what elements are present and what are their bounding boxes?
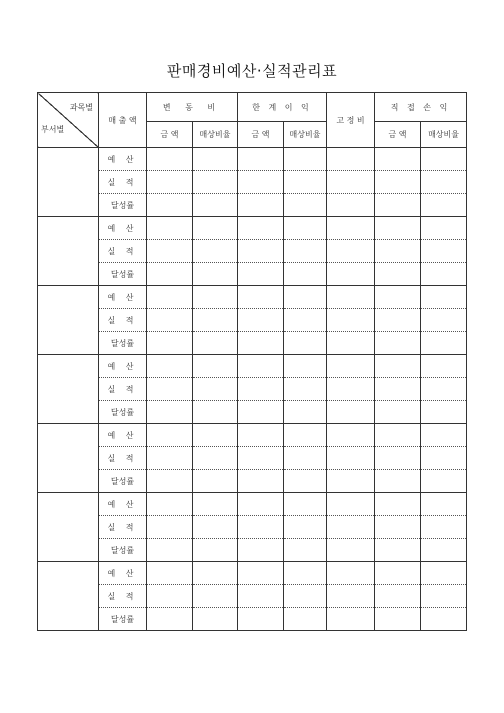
value-cell[interactable] <box>147 332 193 355</box>
value-cell[interactable] <box>147 263 193 286</box>
table-row <box>38 516 467 539</box>
table-row <box>38 562 467 585</box>
value-cell[interactable] <box>375 332 421 355</box>
sales-ratio-header: 매상비율 <box>421 122 467 148</box>
department-cell[interactable] <box>38 493 99 562</box>
value-cell[interactable] <box>147 608 193 631</box>
value-cell[interactable] <box>147 217 193 240</box>
value-cell[interactable] <box>193 148 238 171</box>
value-cell[interactable] <box>147 585 193 608</box>
department-header: 부서별 <box>41 125 65 134</box>
value-cell[interactable] <box>238 401 284 424</box>
table-row <box>38 240 467 263</box>
value-cell[interactable] <box>193 286 238 309</box>
value-cell[interactable] <box>327 401 375 424</box>
table-row <box>38 401 467 424</box>
value-cell[interactable] <box>421 378 467 401</box>
value-cell[interactable] <box>238 171 284 194</box>
value-cell[interactable] <box>193 493 238 516</box>
value-cell[interactable] <box>284 539 327 562</box>
value-cell[interactable] <box>327 378 375 401</box>
value-cell[interactable] <box>147 355 193 378</box>
value-cell[interactable] <box>147 240 193 263</box>
value-cell[interactable] <box>327 286 375 309</box>
value-cell[interactable] <box>327 516 375 539</box>
value-cell[interactable] <box>327 539 375 562</box>
value-cell[interactable] <box>327 240 375 263</box>
amount-header: 금 액 <box>238 122 284 148</box>
value-cell[interactable] <box>284 332 327 355</box>
value-cell[interactable] <box>375 585 421 608</box>
value-cell[interactable] <box>375 309 421 332</box>
table-row <box>38 378 467 401</box>
value-cell[interactable] <box>284 309 327 332</box>
value-cell[interactable] <box>421 608 467 631</box>
diagonal-header-cell <box>38 93 99 148</box>
value-cell[interactable] <box>238 240 284 263</box>
value-cell[interactable] <box>421 332 467 355</box>
value-cell[interactable] <box>193 516 238 539</box>
value-cell[interactable] <box>375 493 421 516</box>
table-row <box>38 585 467 608</box>
value-cell[interactable] <box>238 516 284 539</box>
value-cell[interactable] <box>238 286 284 309</box>
value-cell[interactable] <box>375 148 421 171</box>
fixed-cost-header: 고 정 비 <box>327 93 375 148</box>
value-cell[interactable] <box>327 608 375 631</box>
value-cell[interactable] <box>327 194 375 217</box>
value-cell[interactable] <box>327 217 375 240</box>
page-title: 판매경비예산·실적관리표 <box>166 62 338 80</box>
value-cell[interactable] <box>421 263 467 286</box>
value-cell[interactable] <box>193 240 238 263</box>
value-cell[interactable] <box>147 401 193 424</box>
value-cell[interactable] <box>284 447 327 470</box>
value-cell[interactable] <box>421 562 467 585</box>
value-cell[interactable] <box>147 470 193 493</box>
value-cell[interactable] <box>238 539 284 562</box>
value-cell[interactable] <box>327 424 375 447</box>
value-cell[interactable] <box>375 562 421 585</box>
value-cell[interactable] <box>421 286 467 309</box>
value-cell[interactable] <box>193 263 238 286</box>
budget-table <box>37 92 467 631</box>
value-cell[interactable] <box>421 309 467 332</box>
value-cell[interactable] <box>147 194 193 217</box>
sales-ratio-header: 매상비율 <box>284 122 327 148</box>
value-cell[interactable] <box>238 424 284 447</box>
row-label: 달성률 <box>99 608 147 631</box>
value-cell[interactable] <box>193 401 238 424</box>
value-cell[interactable] <box>375 240 421 263</box>
amount-header: 금 액 <box>375 122 421 148</box>
value-cell[interactable] <box>238 194 284 217</box>
table-row <box>38 493 467 516</box>
value-cell[interactable] <box>193 332 238 355</box>
value-cell[interactable] <box>193 194 238 217</box>
table-row <box>38 148 467 171</box>
value-cell[interactable] <box>238 332 284 355</box>
value-cell[interactable] <box>375 355 421 378</box>
table-row <box>38 332 467 355</box>
department-cell[interactable] <box>38 148 99 217</box>
row-label: 예 산 <box>99 286 147 309</box>
value-cell[interactable] <box>238 447 284 470</box>
value-cell[interactable] <box>147 286 193 309</box>
value-cell[interactable] <box>238 493 284 516</box>
value-cell[interactable] <box>238 309 284 332</box>
value-cell[interactable] <box>327 470 375 493</box>
value-cell[interactable] <box>147 539 193 562</box>
value-cell[interactable] <box>327 309 375 332</box>
table-row <box>38 171 467 194</box>
value-cell[interactable] <box>375 286 421 309</box>
table-row <box>38 194 467 217</box>
row-label: 예 산 <box>99 148 147 171</box>
value-cell[interactable] <box>238 148 284 171</box>
value-cell[interactable] <box>327 332 375 355</box>
value-cell[interactable] <box>421 240 467 263</box>
value-cell[interactable] <box>421 447 467 470</box>
table-row <box>38 447 467 470</box>
direct-profit-header: 직 접 손 익 <box>375 93 467 122</box>
value-cell[interactable] <box>375 194 421 217</box>
table-row <box>38 539 467 562</box>
table-row <box>38 608 467 631</box>
value-cell[interactable] <box>421 194 467 217</box>
row-label: 예 산 <box>99 562 147 585</box>
row-label: 달성률 <box>99 470 147 493</box>
value-cell[interactable] <box>193 217 238 240</box>
row-label: 실 적 <box>99 378 147 401</box>
value-cell[interactable] <box>147 309 193 332</box>
value-cell[interactable] <box>193 355 238 378</box>
value-cell[interactable] <box>327 148 375 171</box>
value-cell[interactable] <box>375 217 421 240</box>
value-cell[interactable] <box>284 171 327 194</box>
value-cell[interactable] <box>327 263 375 286</box>
value-cell[interactable] <box>147 148 193 171</box>
value-cell[interactable] <box>284 608 327 631</box>
value-cell[interactable] <box>193 608 238 631</box>
value-cell[interactable] <box>284 470 327 493</box>
value-cell[interactable] <box>375 539 421 562</box>
value-cell[interactable] <box>375 378 421 401</box>
value-cell[interactable] <box>193 585 238 608</box>
value-cell[interactable] <box>238 562 284 585</box>
value-cell[interactable] <box>284 194 327 217</box>
value-cell[interactable] <box>327 447 375 470</box>
row-label: 예 산 <box>99 493 147 516</box>
value-cell[interactable] <box>193 470 238 493</box>
marginal-profit-header: 한 계 이 익 <box>238 93 327 122</box>
department-cell[interactable] <box>38 424 99 493</box>
row-label: 실 적 <box>99 171 147 194</box>
row-label: 달성률 <box>99 401 147 424</box>
value-cell[interactable] <box>238 378 284 401</box>
value-cell[interactable] <box>238 263 284 286</box>
value-cell[interactable] <box>284 401 327 424</box>
value-cell[interactable] <box>193 539 238 562</box>
value-cell[interactable] <box>193 424 238 447</box>
value-cell[interactable] <box>284 217 327 240</box>
row-label: 예 산 <box>99 424 147 447</box>
row-label: 실 적 <box>99 309 147 332</box>
value-cell[interactable] <box>284 493 327 516</box>
value-cell[interactable] <box>327 493 375 516</box>
value-cell[interactable] <box>421 539 467 562</box>
value-cell[interactable] <box>147 516 193 539</box>
value-cell[interactable] <box>375 447 421 470</box>
value-cell[interactable] <box>238 217 284 240</box>
value-cell[interactable] <box>375 263 421 286</box>
value-cell[interactable] <box>284 263 327 286</box>
row-label: 달성률 <box>99 263 147 286</box>
value-cell[interactable] <box>284 240 327 263</box>
value-cell[interactable] <box>421 171 467 194</box>
value-cell[interactable] <box>375 171 421 194</box>
value-cell[interactable] <box>147 378 193 401</box>
value-cell[interactable] <box>238 608 284 631</box>
value-cell[interactable] <box>238 470 284 493</box>
value-cell[interactable] <box>421 355 467 378</box>
value-cell[interactable] <box>375 401 421 424</box>
value-cell[interactable] <box>327 562 375 585</box>
row-label: 달성률 <box>99 194 147 217</box>
value-cell[interactable] <box>147 424 193 447</box>
value-cell[interactable] <box>147 447 193 470</box>
table-row <box>38 286 467 309</box>
row-label: 실 적 <box>99 447 147 470</box>
variable-cost-header: 변 동 비 <box>147 93 238 122</box>
value-cell[interactable] <box>421 217 467 240</box>
value-cell[interactable] <box>421 470 467 493</box>
value-cell[interactable] <box>375 608 421 631</box>
value-cell[interactable] <box>421 585 467 608</box>
value-cell[interactable] <box>327 355 375 378</box>
value-cell[interactable] <box>375 516 421 539</box>
value-cell[interactable] <box>421 516 467 539</box>
department-cell[interactable] <box>38 286 99 355</box>
table-row <box>38 217 467 240</box>
value-cell[interactable] <box>193 562 238 585</box>
table-row <box>38 355 467 378</box>
value-cell[interactable] <box>421 424 467 447</box>
value-cell[interactable] <box>147 493 193 516</box>
value-cell[interactable] <box>375 424 421 447</box>
amount-header: 금 액 <box>147 122 193 148</box>
value-cell[interactable] <box>284 424 327 447</box>
value-cell[interactable] <box>193 447 238 470</box>
table-row <box>38 424 467 447</box>
row-label: 달성률 <box>99 539 147 562</box>
value-cell[interactable] <box>284 148 327 171</box>
value-cell[interactable] <box>193 309 238 332</box>
row-label: 실 적 <box>99 516 147 539</box>
value-cell[interactable] <box>238 585 284 608</box>
value-cell[interactable] <box>421 401 467 424</box>
row-label: 예 산 <box>99 355 147 378</box>
value-cell[interactable] <box>327 171 375 194</box>
value-cell[interactable] <box>284 516 327 539</box>
table-row <box>38 470 467 493</box>
value-cell[interactable] <box>284 562 327 585</box>
table-row <box>38 263 467 286</box>
value-cell[interactable] <box>284 378 327 401</box>
value-cell[interactable] <box>193 171 238 194</box>
value-cell[interactable] <box>284 355 327 378</box>
category-header: 과목별 <box>69 103 93 112</box>
row-label: 달성률 <box>99 332 147 355</box>
department-cell[interactable] <box>38 355 99 424</box>
department-cell[interactable] <box>38 562 99 631</box>
value-cell[interactable] <box>327 585 375 608</box>
department-cell[interactable] <box>38 217 99 286</box>
value-cell[interactable] <box>375 470 421 493</box>
value-cell[interactable] <box>147 562 193 585</box>
value-cell[interactable] <box>193 378 238 401</box>
value-cell[interactable] <box>421 493 467 516</box>
sales-ratio-header: 매상비율 <box>193 122 238 148</box>
row-label: 실 적 <box>99 240 147 263</box>
value-cell[interactable] <box>284 585 327 608</box>
table-row <box>38 309 467 332</box>
value-cell[interactable] <box>421 148 467 171</box>
value-cell[interactable] <box>147 171 193 194</box>
value-cell[interactable] <box>284 286 327 309</box>
row-label: 예 산 <box>99 217 147 240</box>
row-label: 실 적 <box>99 585 147 608</box>
sales-header: 매 출 액 <box>99 93 147 148</box>
value-cell[interactable] <box>238 355 284 378</box>
